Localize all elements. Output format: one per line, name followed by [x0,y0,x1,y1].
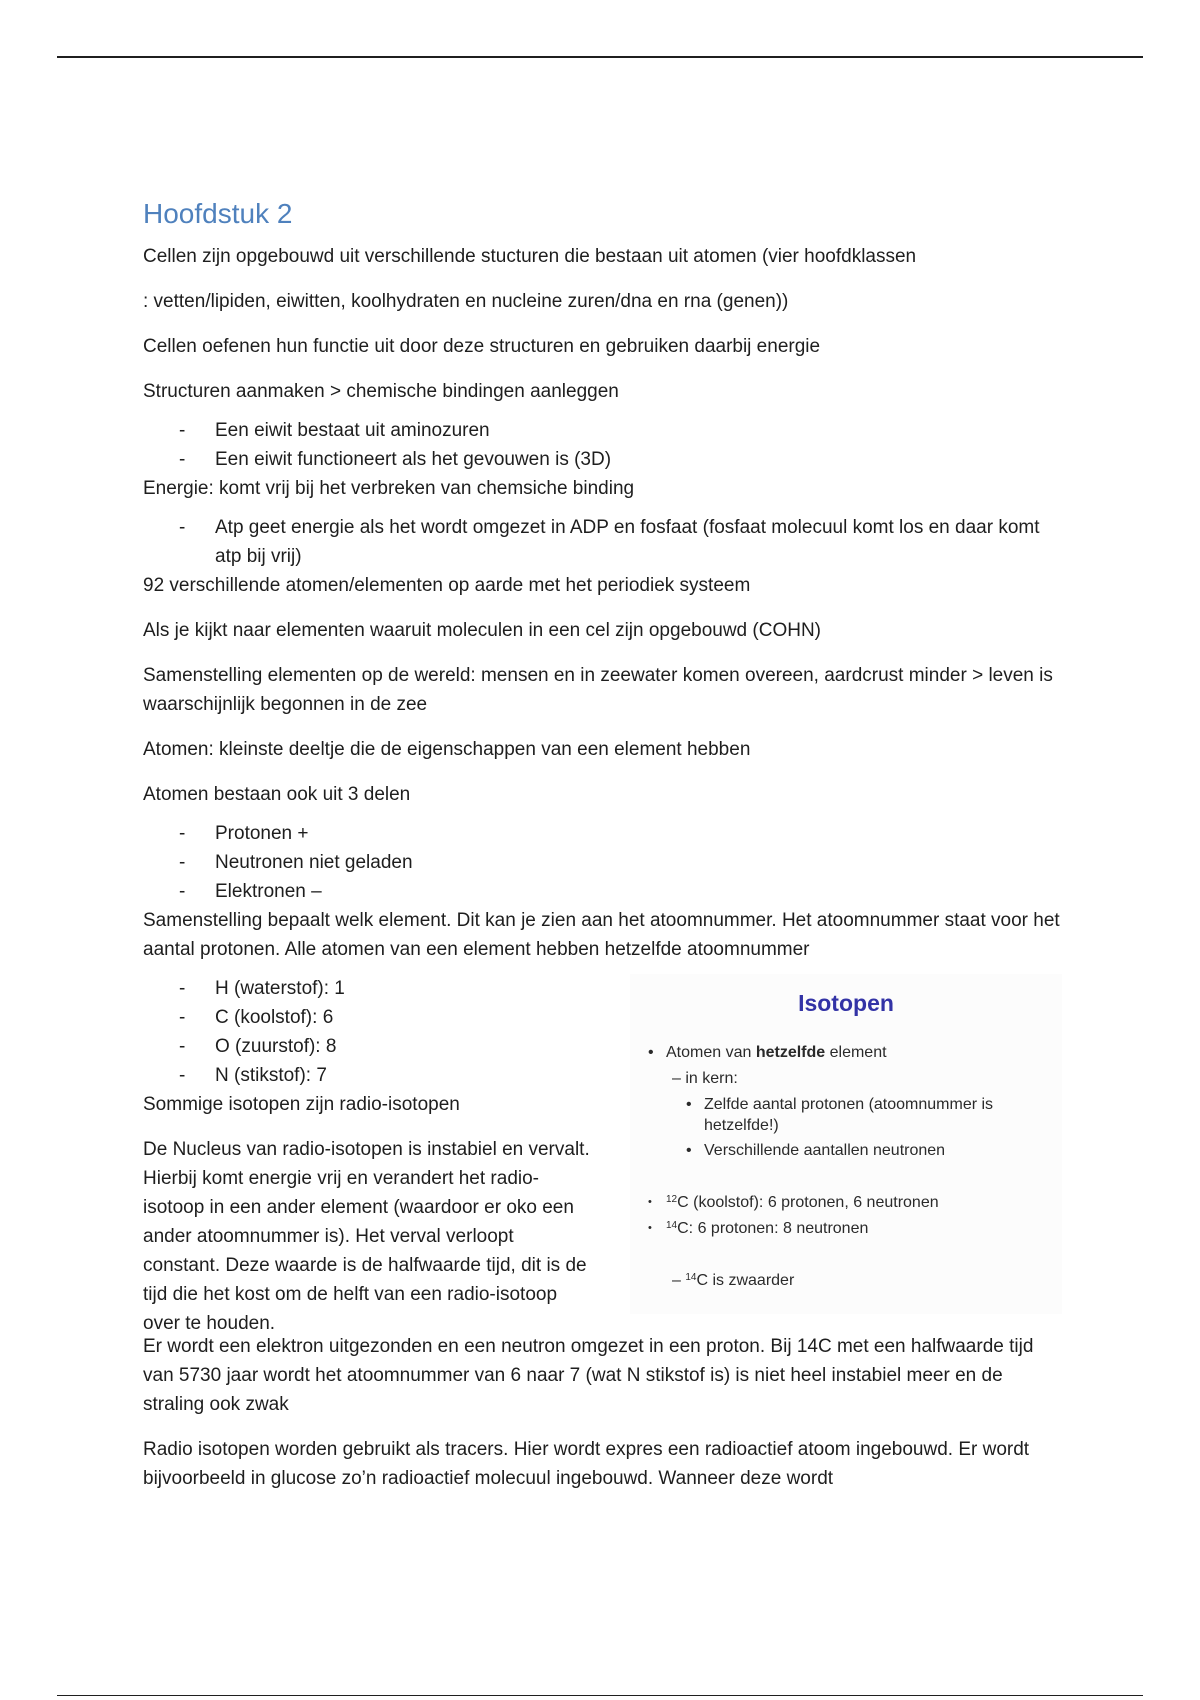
paragraph: Cellen zijn opgebouwd uit verschillende stucturen die bestaan uit atomen (vier hoofdklassen [143,246,917,267]
paragraph: Atomen bestaan ook uit 3 delen [143,784,411,805]
paragraph: : vetten/lipiden, eiwitten, koolhydraten en nucleine zuren/dna en rna (genen)) [143,291,789,312]
document-body [143,196,1063,1509]
dash-list [143,513,1063,571]
chapter-heading: Hoofdstuk 2 [143,198,293,229]
dash-list [143,416,1063,474]
slide-subitem: – in kern: [672,1070,738,1087]
slide-subbullet: • Zelfde aantal protonen (atoomnummer is hetzelfde!) [704,1094,1034,1136]
slide-bullet: • $^{12}$C (koolstof): 6 protonen, 6 neutronen [666,1192,939,1213]
paragraph: Radio isotopen worden gebruikt als tracers. Hier wordt expres een radioactief atoom ingebouwd. Er wordt bijvoorbeeld in glucose zo’n radioactief molecuul ingebouwd. Wanneer deze wordt [143,1439,1030,1489]
paragraph: Er wordt een elektron uitgezonden en een neutron omgezet in een proton. Bij 14C met een halfwaarde tijd van 5730 jaar wordt het atoomnummer van 6 naar 7 (wat N stikstof is) is niet heel instabiel meer en de straling ook zwak [143,1336,1034,1415]
isotope-text-column [143,974,593,1338]
footer-rule [57,1695,1143,1696]
list-item: - N (stikstof): 7 [215,1061,593,1090]
paragraph: Cellen oefenen hun functie uit door deze structuren en gebruiken daarbij energie [143,336,821,357]
paragraph: 92 verschillende atomen/elementen op aarde met het periodiek systeem [143,575,751,596]
slide-subitem: – $^{14}$C is zwaarder [672,1272,795,1289]
list-item: - C (koolstof): 6 [215,1003,593,1032]
paragraph: Als je kijkt naar elementen waaruit moleculen in een cel zijn opgebouwd (COHN) [143,620,821,641]
isotope-section [143,974,1063,1332]
paragraph: Energie: komt vrij bij het verbreken van chemsiche binding [143,478,635,499]
slide-bullet: • $^{14}$C: 6 protonen: 8 neutronen [666,1218,868,1239]
paragraph: Samenstelling elementen op de wereld: mensen en in zeewater komen overeen, aardcrust minder > leven is waarschijnlijk begonnen in de zee [143,665,1053,715]
paragraph: Structuren aanmaken > chemische bindingen aanleggen [143,381,619,402]
list-item: - Protonen + [215,819,1063,848]
dash-list [143,819,1063,906]
slide-title: Isotopen [798,990,894,1016]
header-rule [57,56,1143,58]
list-item: - Elektronen – [215,877,1063,906]
list-item: - Neutronen niet geladen [215,848,1063,877]
slide-subbullet: • Verschillende aantallen neutronen [704,1140,945,1161]
dash-list [143,974,593,1090]
list-item: - H (waterstof): 1 [215,974,593,1003]
list-item: - Een eiwit bestaat uit aminozuren [215,416,1063,445]
list-item: - Een eiwit functioneert als het gevouwen is (3D) [215,445,1063,474]
isotopen-slide-image [630,974,1062,1314]
list-item: - Atp geet energie als het wordt omgezet in ADP en fosfaat (fosfaat molecuul komt los en daar komt atp bij vrij) [215,513,1063,571]
paragraph: Atomen: kleinste deeltje die de eigenschappen van een element hebben [143,739,751,760]
paragraph: De Nucleus van radio-isotopen is instabiel en vervalt. Hierbij komt energie vrij en verandert het radio-isotoop in een ander element (waardoor er oko een ander atoomnummer is). Het verval verloopt constant. Deze waarde is de halfwaarde tijd, dit is de tijd die het kost om de helft van een radio-isotoop over te houden. [143,1139,590,1334]
slide-bullet: • Atomen van hetzelfde element [666,1042,887,1063]
paragraph: Samenstelling bepaalt welk element. Dit kan je zien aan het atoomnummer. Het atoomnummer staat voor het aantal protonen. Alle atomen van een element hebben hetzelfde atoomnummer [143,910,1060,960]
paragraph: Sommige isotopen zijn radio-isotopen [143,1094,460,1115]
list-item: - O (zuurstof): 8 [215,1032,593,1061]
